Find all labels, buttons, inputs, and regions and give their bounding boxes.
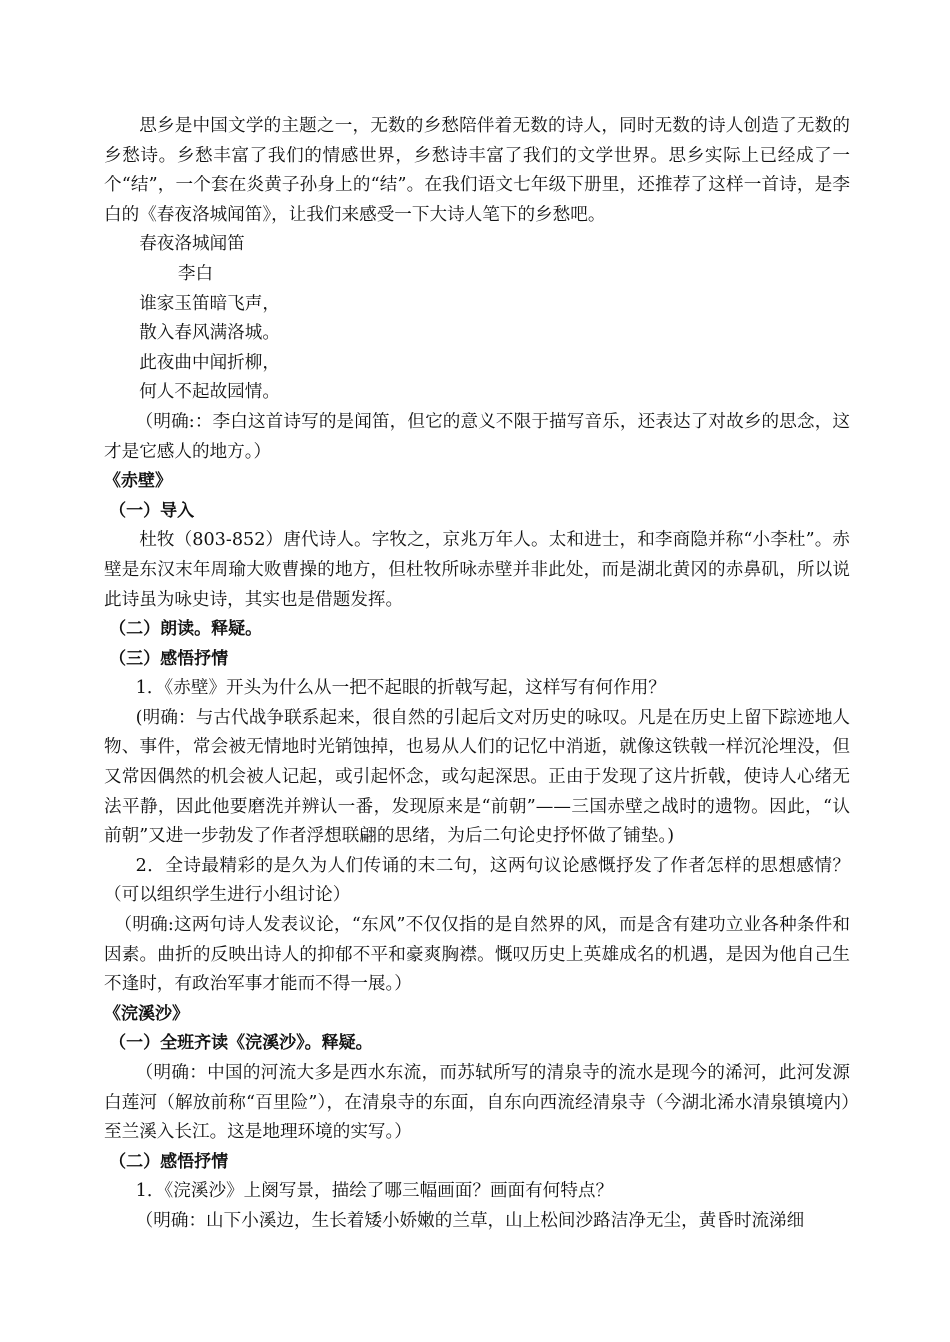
chibi-answer-2: （明确:这两句诗人发表议论，“东风”不仅仅指的是自然界的风，而是含有建功立业各种条件和因素。曲折的反映出诗人的抑郁不平和豪爽胸襟。慨叹历史上英雄成名的机遇，是因为他自己生不逢时，有政治军事才能而不得一展。） (104, 915, 850, 995)
intro-paragraph: 思乡是中国文学的主题之一，无数的乡愁陪伴着无数的诗人，同时无数的诗人创造了无数的乡愁诗。乡愁丰富了我们的情感世界，乡愁诗丰富了我们的文学世界。思乡实际上已经成了一个“结”，一个套在炎黄子孙身上的“结”。在我们语文七年级下册里，还推荐了这样一首诗，是李白的《春夜洛城闻笛》，让我们来感受一下大诗人笔下的乡愁吧。 (104, 116, 850, 225)
poem-line: 谁家玉笛暗飞声， (139, 293, 280, 314)
huanxisha-question-1: 1．《浣溪沙》上阕写景，描绘了哪三幅画面？画面有何特点？ (135, 1181, 614, 1202)
chibi-answer-1: (明确：与古代战争联系起来，很自然的引起后文对历史的咏叹。凡是在历史上留下踪迹地人物、事件，常会被无情地时光销蚀掉，也易从人们的记忆中消逝，就像这铁戟一样沉沦埋没，但又常因偶然的机会被人记起，或引起怀念，或勾起深思。正由于发现了这片折戟，使诗人心绪无法平静，因此他要磨洗并辨认一番，发现原来是“前朝”——三国赤壁之战时的遗物。因此，“认前朝”又进一步勃发了作者浮想联翩的思绪，为后二句论史抒怀做了铺垫。) (104, 707, 850, 847)
poem-line: 何人不起故园情。 (139, 382, 280, 403)
huanxisha-answer-1: （明确：山下小溪边，生长着矮小娇嫩的兰草，山上松间沙路洁净无尘，黄昏时流涕细 (135, 1210, 805, 1231)
chibi-intro-text: 杜牧（803-852）唐代诗人。字牧之，京兆万年人。太和进士，和李商隐并称“小李杜”。赤壁是东汉末年周瑜大败曹操的地方，但杜牧所咏赤壁并非此处，而是湖北黄冈的赤鼻矶，所以说此诗虽为咏史诗，其实也是借题发挥。 (104, 530, 850, 610)
chibi-heading-2: （二）朗读。释疑。 (109, 619, 263, 640)
poem-author: 李白 (177, 263, 214, 284)
poem-line: 散入春风满洛城。 (139, 323, 280, 344)
document-page (104, 112, 850, 1237)
chibi-heading-1: （一）导入 (109, 500, 195, 521)
chibi-question-1: 1．《赤壁》开头为什么从一把不起眼的折戟写起，这样写有何作用？ (135, 678, 666, 699)
poem-title: 春夜洛城闻笛 (139, 234, 245, 255)
poem-note: （明确:：李白这首诗写的是闻笛，但它的意义不限于描写音乐，还表达了对故乡的思念，这才是它感人的地方。） (104, 411, 850, 462)
chibi-question-2: 2．全诗最精彩的是久为人们传诵的末二句，这两句议论感慨抒发了作者怎样的思想感情？ （可以组织学生进行小组讨论） (104, 855, 850, 906)
huanxisha-heading-1: （一）全班齐读《浣溪沙》。释疑。 (109, 1033, 373, 1054)
poem-line: 此夜曲中闻折柳， (139, 352, 280, 373)
chibi-heading-3: （三）感悟抒情 (109, 648, 229, 669)
huanxisha-text-1: （明确：中国的河流大多是西水东流，而苏轼所写的清泉寺的流水是现今的浠河，此河发源白莲河（解放前称“百里险”），在清泉寺的东面，自东向西流经清泉寺（今湖北浠水清泉镇境内）至兰溪入长江。这是地理环境的实写。） (104, 1063, 850, 1143)
section-title-chibi: 《赤壁》 (104, 471, 172, 492)
huanxisha-heading-2: （二）感悟抒情 (109, 1151, 229, 1172)
section-title-huanxisha: 《浣溪沙》 (104, 1003, 189, 1024)
